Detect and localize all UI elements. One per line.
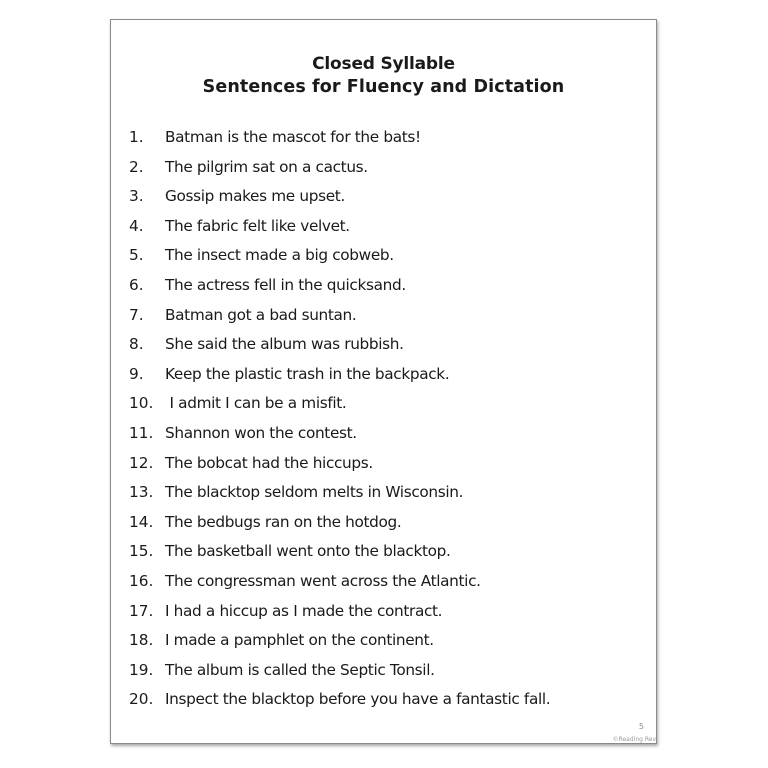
item-number: 17. [129,601,154,620]
item-number: 3. [129,187,144,206]
list-item [129,127,550,157]
item-number: 16. [129,571,154,590]
item-text: Inspect the blacktop before you have a fantastic fall. [165,690,551,709]
item-number: 12. [129,453,154,472]
item-number: 4. [129,216,144,235]
worksheet-page [110,19,657,744]
item-text: Shannon won the contest. [165,423,357,442]
item-text: Batman got a bad suntan. [165,305,357,324]
item-text: The album is called the Septic Tonsil. [165,660,435,679]
list-item [129,482,550,512]
item-text: The blacktop seldom melts in Wisconsin. [165,483,464,502]
list-item [129,571,550,601]
item-text: Keep the plastic trash in the backpack. [165,364,450,383]
item-text: The actress fell in the quicksand. [165,275,406,294]
item-number: 6. [129,275,144,294]
item-text: Batman is the mascot for the bats! [165,128,421,146]
list-item [129,305,550,335]
list-item [129,334,550,364]
list-item [129,541,550,571]
list-item [129,393,550,423]
page-title: Closed Syllable [312,54,455,74]
item-text: Gossip makes me upset. [165,187,345,206]
page-subtitle: Sentences for Fluency and Dictation [202,77,565,97]
item-text: The bobcat had the hiccups. [165,453,373,472]
item-number: 8. [129,335,144,354]
item-text: The fabric felt like velvet. [165,216,350,235]
item-text: I admit I can be a misfit. [165,394,347,413]
list-item [129,275,550,305]
item-text: I made a pamphlet on the continent. [165,631,434,650]
item-number: 9. [129,364,144,383]
item-number: 15. [129,542,154,561]
list-item [129,601,550,631]
page-number: 5 [638,722,644,731]
item-number: 20. [129,690,154,709]
item-text: The basketball went onto the blacktop. [165,542,451,561]
list-item [129,186,550,216]
sentence-list [129,127,550,719]
list-item [129,216,550,246]
list-item [129,245,550,275]
item-number: 11. [129,423,154,442]
list-item [129,660,550,690]
item-number: 19. [129,660,154,679]
item-text: The pilgrim sat on a cactus. [165,157,368,176]
item-number: 14. [129,512,154,531]
item-number: 5. [129,246,144,265]
list-item [129,157,550,187]
item-text: The congressman went across the Atlantic. [165,571,481,590]
list-item [129,630,550,660]
list-item [129,453,550,483]
item-number: 1. [129,128,144,146]
item-number: 2. [129,157,144,176]
list-item [129,364,550,394]
item-number: 7. [129,305,144,324]
list-item [129,423,550,453]
item-number: 13. [129,483,154,502]
item-text: The bedbugs ran on the hotdog. [165,512,402,531]
item-text: She said the album was rubbish. [165,335,404,354]
copyright-notice: ©Reading Rev [612,736,656,743]
list-item [129,512,550,542]
list-item [129,689,550,719]
item-text: The insect made a big cobweb. [165,246,394,265]
item-text: I had a hiccup as I made the contract. [165,601,443,620]
item-number: 10. [129,394,154,413]
item-number: 18. [129,631,154,650]
